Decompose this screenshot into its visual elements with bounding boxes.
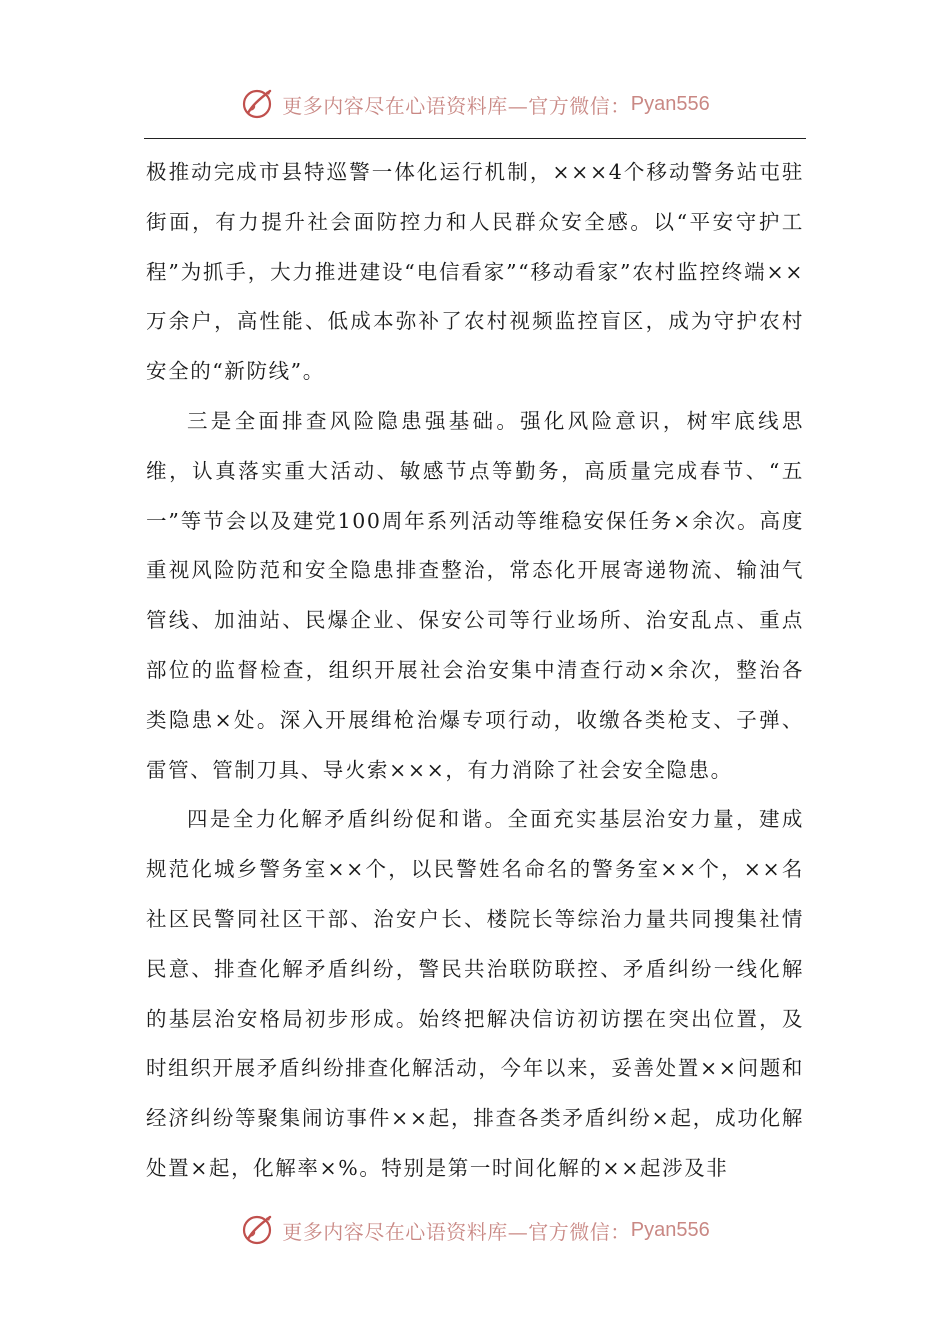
pen-seal-logo-icon: [240, 86, 276, 122]
banner-text: 更多内容尽在心语资料库—官方微信：: [282, 1219, 631, 1244]
document-body: [146, 148, 804, 1194]
paragraph-dispute-resolution: 四是全力化解矛盾纠纷促和谐。全面充实基层治安力量，建成规范化城乡警务室××个，以民警姓名命名的警务室××个，××名社区民警同社区干部、治安户长、楼院长等综治力量共同搜集社情民意、排查化解矛盾纠纷，警民共治联防联控、矛盾纠纷一线化解的基层治安格局初步形成。始终把解决信访初访摆在突出位置，及时组织开展矛盾纠纷排查化解活动，今年以来，妥善处置××问题和经济纠纷等聚集闹访事件××起，排查各类矛盾纠纷×起，成功化解处置×起，化解率×%。特别是第一时间化解的××起涉及非: [146, 807, 804, 1180]
header-banner: [0, 82, 950, 126]
header-divider: [144, 138, 806, 139]
banner-wechat-id: Pyan556: [630, 1218, 710, 1241]
paragraph-risk-screening: 三是全面排查风险隐患强基础。强化风险意识，树牢底线思维，认真落实重大活动、敏感节点等勤务，高质量完成春节、“五一”等节会以及建党100周年系列活动等维稳安保任务×余次。高度重视风险防范和安全隐患排查整治，常态化开展寄递物流、输油气管线、加油站、民爆企业、保安公司等行业场所、治安乱点、重点部位的监督检查，组织开展社会治安集中清查行动×余次，整治各类隐患×处。深入开展缉枪治爆专项行动，收缴各类枪支、子弹、雷管、管制刀具、导火索×××，有力消除了社会安全隐患。: [146, 408, 804, 782]
paragraph-continued: 极推动完成市县特巡警一体化运行机制，×××4个移动警务站屯驻街面，有力提升社会面防控力和人民群众安全感。以“平安守护工程”为抓手，大力推进建设“电信看家”“移动看家”农村监控终端××万余户，高性能、低成本弥补了农村视频监控盲区，成为守护农村安全的“新防线”。: [146, 160, 804, 384]
banner-wechat-id: Pyan556: [630, 92, 710, 115]
footer-banner: [0, 1208, 950, 1252]
pen-seal-logo-icon: [240, 1212, 276, 1248]
banner-text: 更多内容尽在心语资料库—官方微信：: [282, 93, 631, 118]
